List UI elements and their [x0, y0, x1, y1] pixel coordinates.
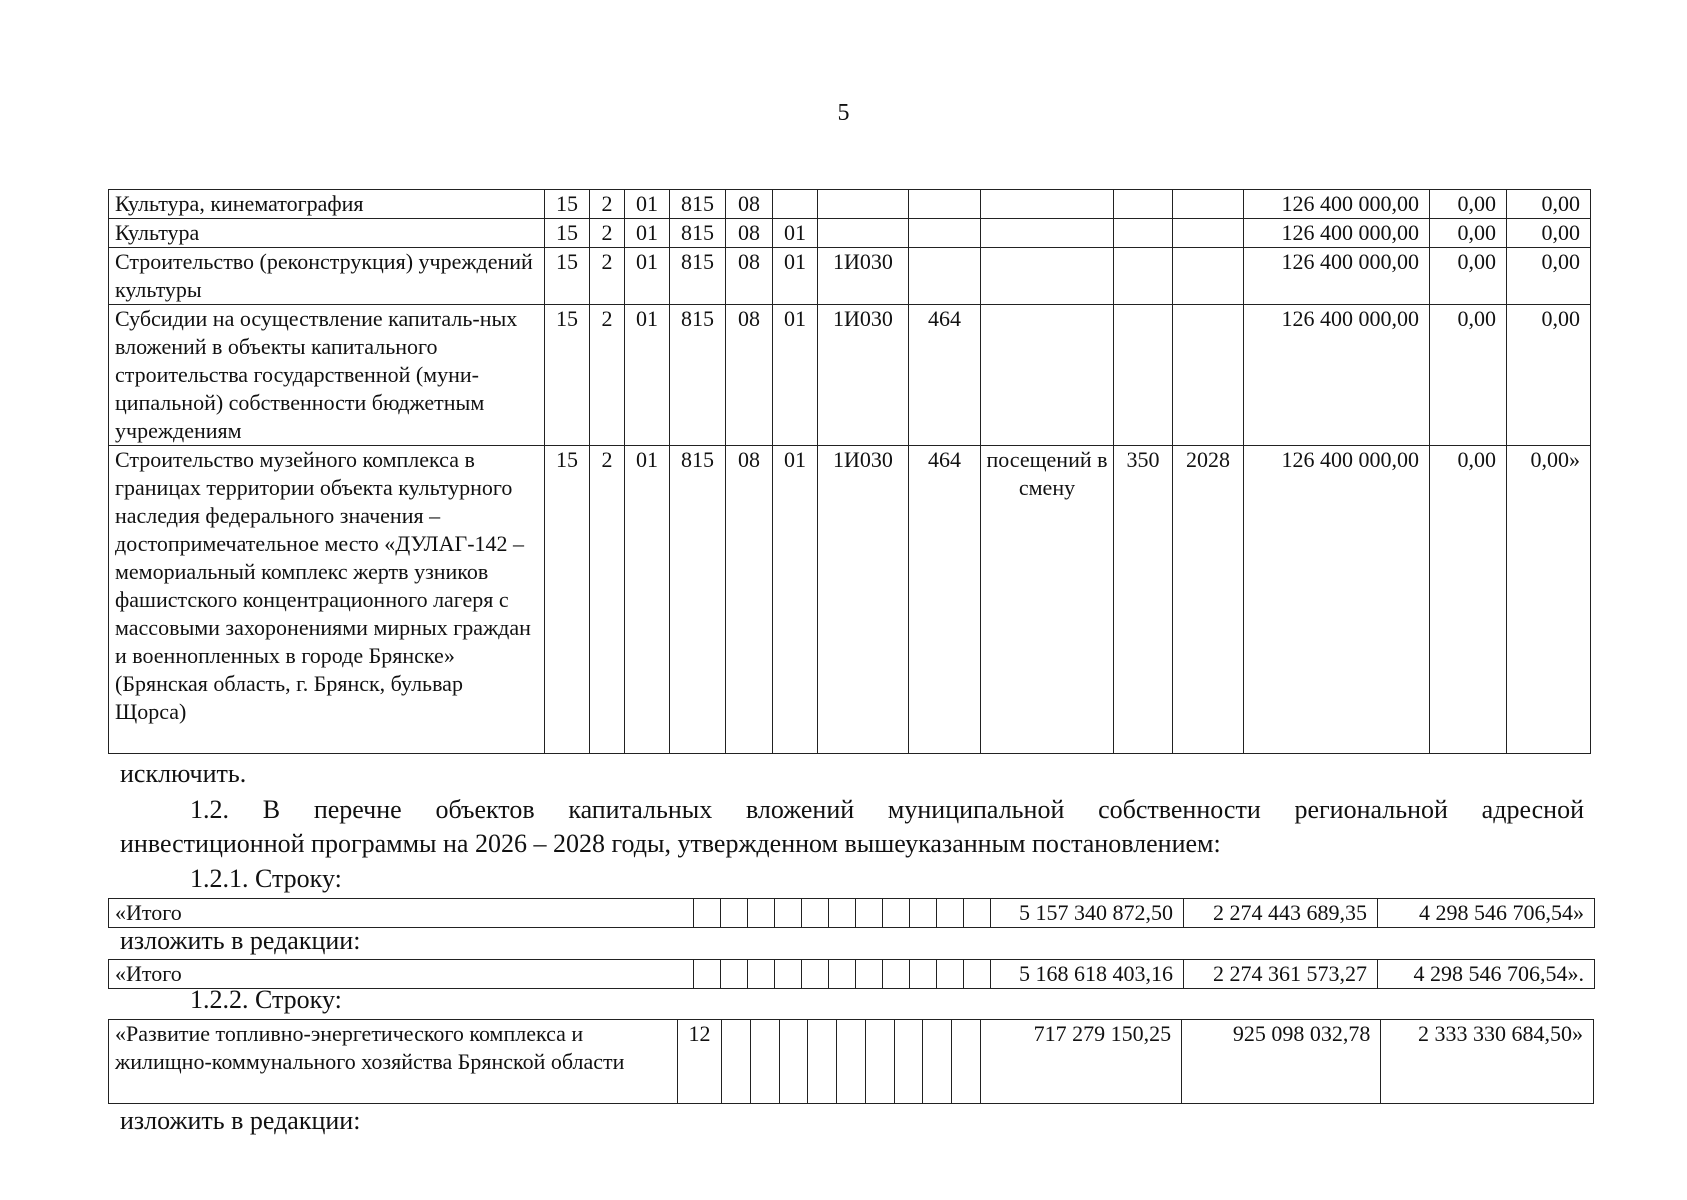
unit-cell	[981, 190, 1114, 219]
code-cell: 08	[726, 305, 773, 446]
code-cell	[909, 219, 981, 248]
table-row	[109, 305, 1591, 446]
amount-cell: 5 168 618 403,16	[991, 960, 1184, 989]
amount-cell: 0,00	[1430, 190, 1507, 219]
amount-cell: 4 298 546 706,54».	[1378, 960, 1595, 989]
table-row	[109, 219, 1591, 248]
code-cell: 01	[625, 305, 670, 446]
code-cell: 08	[726, 190, 773, 219]
amount-cell: 0,00	[1507, 219, 1591, 248]
code-cell: 01	[625, 219, 670, 248]
code-cell	[773, 190, 818, 219]
code-cell: 15	[545, 219, 590, 248]
code-cell: 01	[625, 248, 670, 305]
itogo-label: «Итого	[109, 960, 694, 989]
revise-text-1: изложить в редакции:	[120, 926, 361, 955]
code-cell: 08	[726, 248, 773, 305]
revise-text-2: изложить в редакции:	[120, 1106, 361, 1135]
amount-cell: 0,00	[1430, 446, 1507, 754]
capacity-cell: 350	[1114, 446, 1173, 754]
amount-cell: 0,00»	[1507, 446, 1591, 754]
code-cell: 01	[773, 446, 818, 754]
year-cell: 2028	[1173, 446, 1244, 754]
amount-cell: 126 400 000,00	[1244, 219, 1430, 248]
amount-cell: 0,00	[1430, 219, 1507, 248]
amount-cell: 2 333 330 684,50»	[1381, 1020, 1594, 1104]
code-cell: 815	[670, 190, 726, 219]
unit-cell	[981, 219, 1114, 248]
page-number: 5	[837, 100, 850, 126]
amount-cell: 0,00	[1430, 305, 1507, 446]
code-cell: 2	[590, 190, 625, 219]
code-cell: 15	[545, 446, 590, 754]
program-name: «Развитие топливно-энергетического комплекса и жилищно-коммунального хозяйства Брянской области	[109, 1020, 678, 1104]
table-row	[109, 446, 1591, 754]
code-cell	[818, 219, 909, 248]
year-cell	[1173, 248, 1244, 305]
amount-cell: 2 274 361 573,27	[1184, 960, 1378, 989]
code-cell: 01	[773, 219, 818, 248]
capacity-cell	[1114, 219, 1173, 248]
code-cell: 08	[726, 446, 773, 754]
year-cell	[1173, 190, 1244, 219]
code-cell: 15	[545, 305, 590, 446]
code-cell: 464	[909, 446, 981, 754]
table-row	[109, 248, 1591, 305]
row-name: Строительство (реконструкция) учреждений культуры	[109, 248, 545, 305]
amount-cell: 925 098 032,78	[1182, 1020, 1381, 1104]
code-cell: 15	[545, 248, 590, 305]
unit-cell	[981, 248, 1114, 305]
code-cell: 1И030	[818, 446, 909, 754]
code-cell: 815	[670, 305, 726, 446]
code-cell: 01	[625, 446, 670, 754]
capacity-cell	[1114, 190, 1173, 219]
amount-cell: 0,00	[1507, 248, 1591, 305]
amount-cell: 2 274 443 689,35	[1184, 899, 1378, 928]
capacity-cell	[1114, 248, 1173, 305]
table-row	[109, 190, 1591, 219]
code-cell	[818, 190, 909, 219]
code-cell: 01	[625, 190, 670, 219]
item-1-2-2-heading: 1.2.2. Строку:	[190, 985, 342, 1014]
paragraph-1-2-line1: 1.2. В перечне объектов капитальных вложений муниципальной собственности региональной адресной	[190, 795, 1584, 824]
row-name: Культура, кинематография	[109, 190, 545, 219]
code-cell: 2	[590, 248, 625, 305]
code-cell: 815	[670, 446, 726, 754]
amount-cell: 126 400 000,00	[1244, 446, 1430, 754]
amount-cell: 717 279 150,25	[980, 1020, 1181, 1104]
paragraph-1-2-line2: инвестиционной программы на 2026 – 2028 годы, утвержденном вышеуказанным постановлением:	[120, 829, 1221, 858]
itogo-label: «Итого	[109, 899, 694, 928]
code-cell: 1И030	[818, 248, 909, 305]
code-cell: 1И030	[818, 305, 909, 446]
program-code: 12	[677, 1020, 721, 1104]
year-cell	[1173, 219, 1244, 248]
code-cell: 15	[545, 190, 590, 219]
code-cell: 01	[773, 248, 818, 305]
amount-cell: 126 400 000,00	[1244, 305, 1430, 446]
amount-cell: 4 298 546 706,54»	[1378, 899, 1595, 928]
code-cell: 815	[670, 219, 726, 248]
code-cell: 2	[590, 446, 625, 754]
exclude-text: исключить.	[120, 759, 247, 788]
row-name: Культура	[109, 219, 545, 248]
code-cell: 2	[590, 305, 625, 446]
budget-table	[108, 189, 1591, 754]
amount-cell: 126 400 000,00	[1244, 248, 1430, 305]
item-1-2-1-heading: 1.2.1. Строку:	[190, 864, 342, 893]
amount-cell: 126 400 000,00	[1244, 190, 1430, 219]
code-cell: 2	[590, 219, 625, 248]
year-cell	[1173, 305, 1244, 446]
amount-cell: 0,00	[1430, 248, 1507, 305]
code-cell: 08	[726, 219, 773, 248]
amount-cell: 5 157 340 872,50	[991, 899, 1184, 928]
unit-cell: посещений в смену	[981, 446, 1114, 754]
code-cell: 815	[670, 248, 726, 305]
row-name: Субсидии на осуществление капиталь-ных вложений в объекты капитального строительства государственной (муни-ципальной) собственности бюджетным учреждениям	[109, 305, 545, 446]
amount-cell: 0,00	[1507, 305, 1591, 446]
row-name: Строительство музейного комплекса в границах территории объекта культурного наследия федерального значения – достопримечательное место «ДУЛАГ-142 – мемориальный комплекс жертв узников фашистского концентрационного лагеря с массовыми захоронениями мирных граждан и военнопленных в городе Брянске» (Брянская область, г. Брянск, бульвар Щорса)	[109, 446, 545, 754]
program-row	[108, 1019, 1594, 1104]
amount-cell: 0,00	[1507, 190, 1591, 219]
code-cell: 464	[909, 305, 981, 446]
capacity-cell	[1114, 305, 1173, 446]
code-cell	[909, 248, 981, 305]
code-cell: 01	[773, 305, 818, 446]
code-cell	[909, 190, 981, 219]
unit-cell	[981, 305, 1114, 446]
